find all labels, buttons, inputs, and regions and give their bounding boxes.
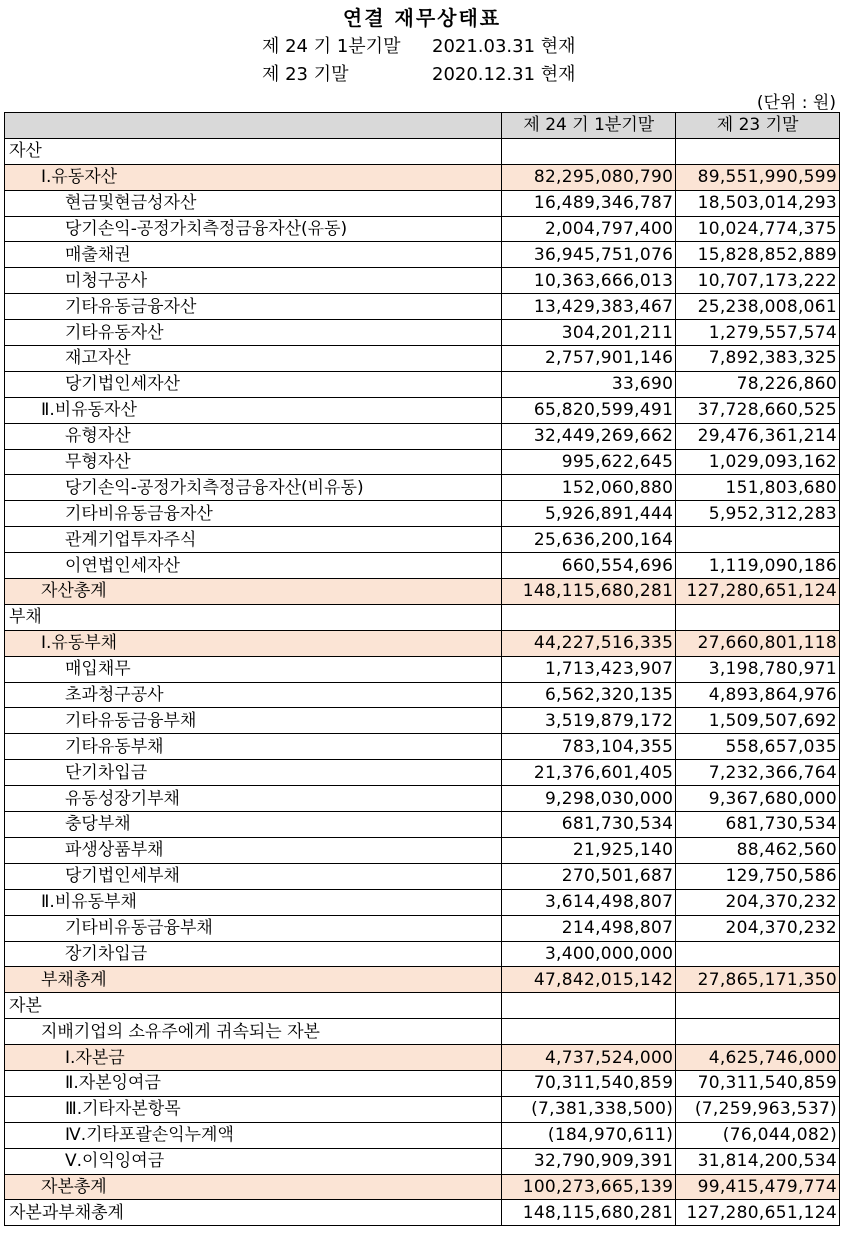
period2-value-cell: 4,625,746,000: [676, 1045, 840, 1071]
account-name-cell: 당기손익-공정가치측정금융자산(비유동): [5, 475, 502, 501]
period1-value-cell: 3,614,498,807: [502, 889, 676, 915]
account-name-cell: 이연법인세자산: [5, 553, 502, 579]
table-row: [5, 397, 840, 423]
period2-value-cell: 151,803,680: [676, 475, 840, 501]
table-body: [5, 138, 840, 1225]
account-name-cell: Ⅱ.비유동부채: [5, 889, 502, 915]
account-name-cell: 당기법인세부채: [5, 863, 502, 889]
period1-value-cell: 270,501,687: [502, 863, 676, 889]
table-row: [5, 242, 840, 268]
period2-value-cell: 37,728,660,525: [676, 397, 840, 423]
table-row: [5, 1200, 840, 1226]
period1-value-cell: 70,311,540,859: [502, 1070, 676, 1096]
period1-value-cell: (184,970,611): [502, 1122, 676, 1148]
period2-value-cell: 681,730,534: [676, 812, 840, 838]
header-period2: 제 23 기말: [676, 113, 840, 139]
period1-value-cell: 100,273,665,139: [502, 1174, 676, 1200]
table-row: [5, 579, 840, 605]
account-name-cell: 자산: [5, 138, 502, 164]
period2-value-cell: 1,029,093,162: [676, 449, 840, 475]
unit-label: (단위 : 원): [756, 93, 836, 113]
period1-value-cell: 304,201,211: [502, 320, 676, 346]
account-name-cell: 미청구공사: [5, 268, 502, 294]
period1-value-cell: 32,449,269,662: [502, 423, 676, 449]
table-row: [5, 449, 840, 475]
account-name-cell: Ⅲ.기타자본항목: [5, 1096, 502, 1122]
table-row: [5, 1174, 840, 1200]
period2-value-cell: [676, 527, 840, 553]
period1-label: 제 24 기 1분기말: [262, 36, 401, 57]
period1-value-cell: 2,757,901,146: [502, 346, 676, 372]
period2-value-cell: 558,657,035: [676, 734, 840, 760]
account-name-cell: 자본과부채총계: [5, 1200, 502, 1226]
account-name-cell: 기타유동금융자산: [5, 294, 502, 320]
table-row: [5, 915, 840, 941]
account-name-cell: Ⅱ.비유동자산: [5, 397, 502, 423]
period1-value-cell: 47,842,015,142: [502, 967, 676, 993]
table-row: [5, 1148, 840, 1174]
account-name-cell: 충당부채: [5, 812, 502, 838]
account-name-cell: 지배기업의 소유주에게 귀속되는 자본: [5, 1019, 502, 1045]
period2-value-cell: 99,415,479,774: [676, 1174, 840, 1200]
account-name-cell: 무형자산: [5, 449, 502, 475]
table-row: [5, 760, 840, 786]
account-name-cell: Ⅴ.이익잉여금: [5, 1148, 502, 1174]
period2-value-cell: 127,280,651,124: [676, 579, 840, 605]
period1-value-cell: [502, 138, 676, 164]
period2-label: 제 23 기말: [262, 64, 349, 85]
table-row: [5, 812, 840, 838]
table-row: [5, 604, 840, 630]
period2-value-cell: 78,226,860: [676, 371, 840, 397]
table-row: [5, 1070, 840, 1096]
period2-value-cell: 70,311,540,859: [676, 1070, 840, 1096]
table-row: [5, 941, 840, 967]
period2-value-cell: 10,024,774,375: [676, 216, 840, 242]
table-row: [5, 708, 840, 734]
table-row: [5, 475, 840, 501]
period1-value-cell: 33,690: [502, 371, 676, 397]
account-name-cell: 자산총계: [5, 579, 502, 605]
period1-value-cell: 25,636,200,164: [502, 527, 676, 553]
period1-value-cell: 660,554,696: [502, 553, 676, 579]
period1-value-cell: 3,400,000,000: [502, 941, 676, 967]
table-row: [5, 1096, 840, 1122]
period2-value-cell: 3,198,780,971: [676, 656, 840, 682]
period2-value-cell: 127,280,651,124: [676, 1200, 840, 1226]
period2-value-cell: 1,279,557,574: [676, 320, 840, 346]
account-name-cell: 관계기업투자주식: [5, 527, 502, 553]
period2-value-cell: 10,707,173,222: [676, 268, 840, 294]
account-name-cell: 기타비유동금융자산: [5, 501, 502, 527]
period1-value-cell: 214,498,807: [502, 915, 676, 941]
period1-value-cell: [502, 604, 676, 630]
period2-value-cell: 5,952,312,283: [676, 501, 840, 527]
period1-value-cell: 32,790,909,391: [502, 1148, 676, 1174]
period2-value-cell: 18,503,014,293: [676, 190, 840, 216]
period2-value-cell: 89,551,990,599: [676, 164, 840, 190]
period2-value-cell: (7,259,963,537): [676, 1096, 840, 1122]
period2-value-cell: 27,660,801,118: [676, 630, 840, 656]
table-row: [5, 294, 840, 320]
period1-value-cell: 152,060,880: [502, 475, 676, 501]
account-name-cell: 기타유동금융부채: [5, 708, 502, 734]
table-row: [5, 138, 840, 164]
account-name-cell: 매입채무: [5, 656, 502, 682]
period1-date: 2021.03.31 현재: [432, 36, 576, 57]
period1-value-cell: 44,227,516,335: [502, 630, 676, 656]
table-row: [5, 630, 840, 656]
period2-value-cell: 31,814,200,534: [676, 1148, 840, 1174]
period1-value-cell: 5,926,891,444: [502, 501, 676, 527]
period1-value-cell: 3,519,879,172: [502, 708, 676, 734]
table-row: [5, 320, 840, 346]
account-name-cell: 단기차입금: [5, 760, 502, 786]
period1-value-cell: 995,622,645: [502, 449, 676, 475]
table-row: [5, 268, 840, 294]
period2-value-cell: 129,750,586: [676, 863, 840, 889]
table-row: [5, 889, 840, 915]
page-title: 연결 재무상태표: [342, 6, 502, 30]
account-name-cell: 당기법인세자산: [5, 371, 502, 397]
period1-value-cell: 6,562,320,135: [502, 682, 676, 708]
period1-value-cell: 681,730,534: [502, 812, 676, 838]
period1-value-cell: (7,381,338,500): [502, 1096, 676, 1122]
table-row: [5, 501, 840, 527]
account-name-cell: 유형자산: [5, 423, 502, 449]
header-period1: 제 24 기 1분기말: [502, 113, 676, 139]
account-name-cell: 기타유동자산: [5, 320, 502, 346]
table-row: [5, 346, 840, 372]
account-name-cell: 초과청구공사: [5, 682, 502, 708]
period1-value-cell: [502, 993, 676, 1019]
period1-value-cell: [502, 1019, 676, 1045]
table-header-row: [5, 113, 840, 139]
account-name-cell: 재고자산: [5, 346, 502, 372]
period2-value-cell: 88,462,560: [676, 837, 840, 863]
period1-value-cell: 4,737,524,000: [502, 1045, 676, 1071]
account-name-cell: 파생상품부채: [5, 837, 502, 863]
table-row: [5, 164, 840, 190]
period2-value-cell: 7,892,383,325: [676, 346, 840, 372]
table-row: [5, 216, 840, 242]
period2-value-cell: 4,893,864,976: [676, 682, 840, 708]
table-row: [5, 993, 840, 1019]
table-row: [5, 553, 840, 579]
account-name-cell: 부채: [5, 604, 502, 630]
account-name-cell: 매출채권: [5, 242, 502, 268]
period2-value-cell: (76,044,082): [676, 1122, 840, 1148]
period1-value-cell: 148,115,680,281: [502, 579, 676, 605]
table-row: [5, 734, 840, 760]
table-row: [5, 656, 840, 682]
account-name-cell: 자본총계: [5, 1174, 502, 1200]
period2-value-cell: [676, 138, 840, 164]
period2-value-cell: [676, 941, 840, 967]
table-row: [5, 837, 840, 863]
table-row: [5, 1045, 840, 1071]
period1-value-cell: 13,429,383,467: [502, 294, 676, 320]
period2-value-cell: 1,509,507,692: [676, 708, 840, 734]
period2-value-cell: 204,370,232: [676, 915, 840, 941]
header-account: [5, 113, 502, 139]
account-name-cell: 기타비유동금융부채: [5, 915, 502, 941]
account-name-cell: Ⅳ.기타포괄손익누계액: [5, 1122, 502, 1148]
table-row: [5, 1122, 840, 1148]
account-name-cell: 장기차입금: [5, 941, 502, 967]
account-name-cell: 당기손익-공정가치측정금융자산(유동): [5, 216, 502, 242]
period1-value-cell: 65,820,599,491: [502, 397, 676, 423]
account-name-cell: Ⅱ.자본잉여금: [5, 1070, 502, 1096]
period2-value-cell: [676, 993, 840, 1019]
period2-date: 2020.12.31 현재: [432, 64, 576, 85]
period1-value-cell: 1,713,423,907: [502, 656, 676, 682]
period2-value-cell: 1,119,090,186: [676, 553, 840, 579]
period1-value-cell: 9,298,030,000: [502, 786, 676, 812]
account-name-cell: 부채총계: [5, 967, 502, 993]
period2-value-cell: 27,865,171,350: [676, 967, 840, 993]
table-row: [5, 527, 840, 553]
table-row: [5, 863, 840, 889]
period1-value-cell: 82,295,080,790: [502, 164, 676, 190]
period2-value-cell: [676, 604, 840, 630]
period1-value-cell: 783,104,355: [502, 734, 676, 760]
period1-value-cell: 2,004,797,400: [502, 216, 676, 242]
account-name-cell: 자본: [5, 993, 502, 1019]
table-row: [5, 371, 840, 397]
table-row: [5, 967, 840, 993]
account-name-cell: 유동성장기부채: [5, 786, 502, 812]
account-name-cell: Ⅰ.자본금: [5, 1045, 502, 1071]
period1-value-cell: 10,363,666,013: [502, 268, 676, 294]
period2-value-cell: 7,232,366,764: [676, 760, 840, 786]
table-row: [5, 190, 840, 216]
period1-value-cell: 148,115,680,281: [502, 1200, 676, 1226]
period2-value-cell: 25,238,008,061: [676, 294, 840, 320]
account-name-cell: Ⅰ.유동자산: [5, 164, 502, 190]
period2-value-cell: 204,370,232: [676, 889, 840, 915]
period1-value-cell: 21,376,601,405: [502, 760, 676, 786]
balance-sheet-table: [4, 112, 840, 1226]
period2-value-cell: 15,828,852,889: [676, 242, 840, 268]
period1-value-cell: 21,925,140: [502, 837, 676, 863]
period1-value-cell: 16,489,346,787: [502, 190, 676, 216]
table-row: [5, 682, 840, 708]
table-row: [5, 786, 840, 812]
table-row: [5, 423, 840, 449]
period2-value-cell: 9,367,680,000: [676, 786, 840, 812]
account-name-cell: 기타유동부채: [5, 734, 502, 760]
period2-value-cell: 29,476,361,214: [676, 423, 840, 449]
account-name-cell: 현금및현금성자산: [5, 190, 502, 216]
table-row: [5, 1019, 840, 1045]
period1-value-cell: 36,945,751,076: [502, 242, 676, 268]
period2-value-cell: [676, 1019, 840, 1045]
account-name-cell: Ⅰ.유동부채: [5, 630, 502, 656]
